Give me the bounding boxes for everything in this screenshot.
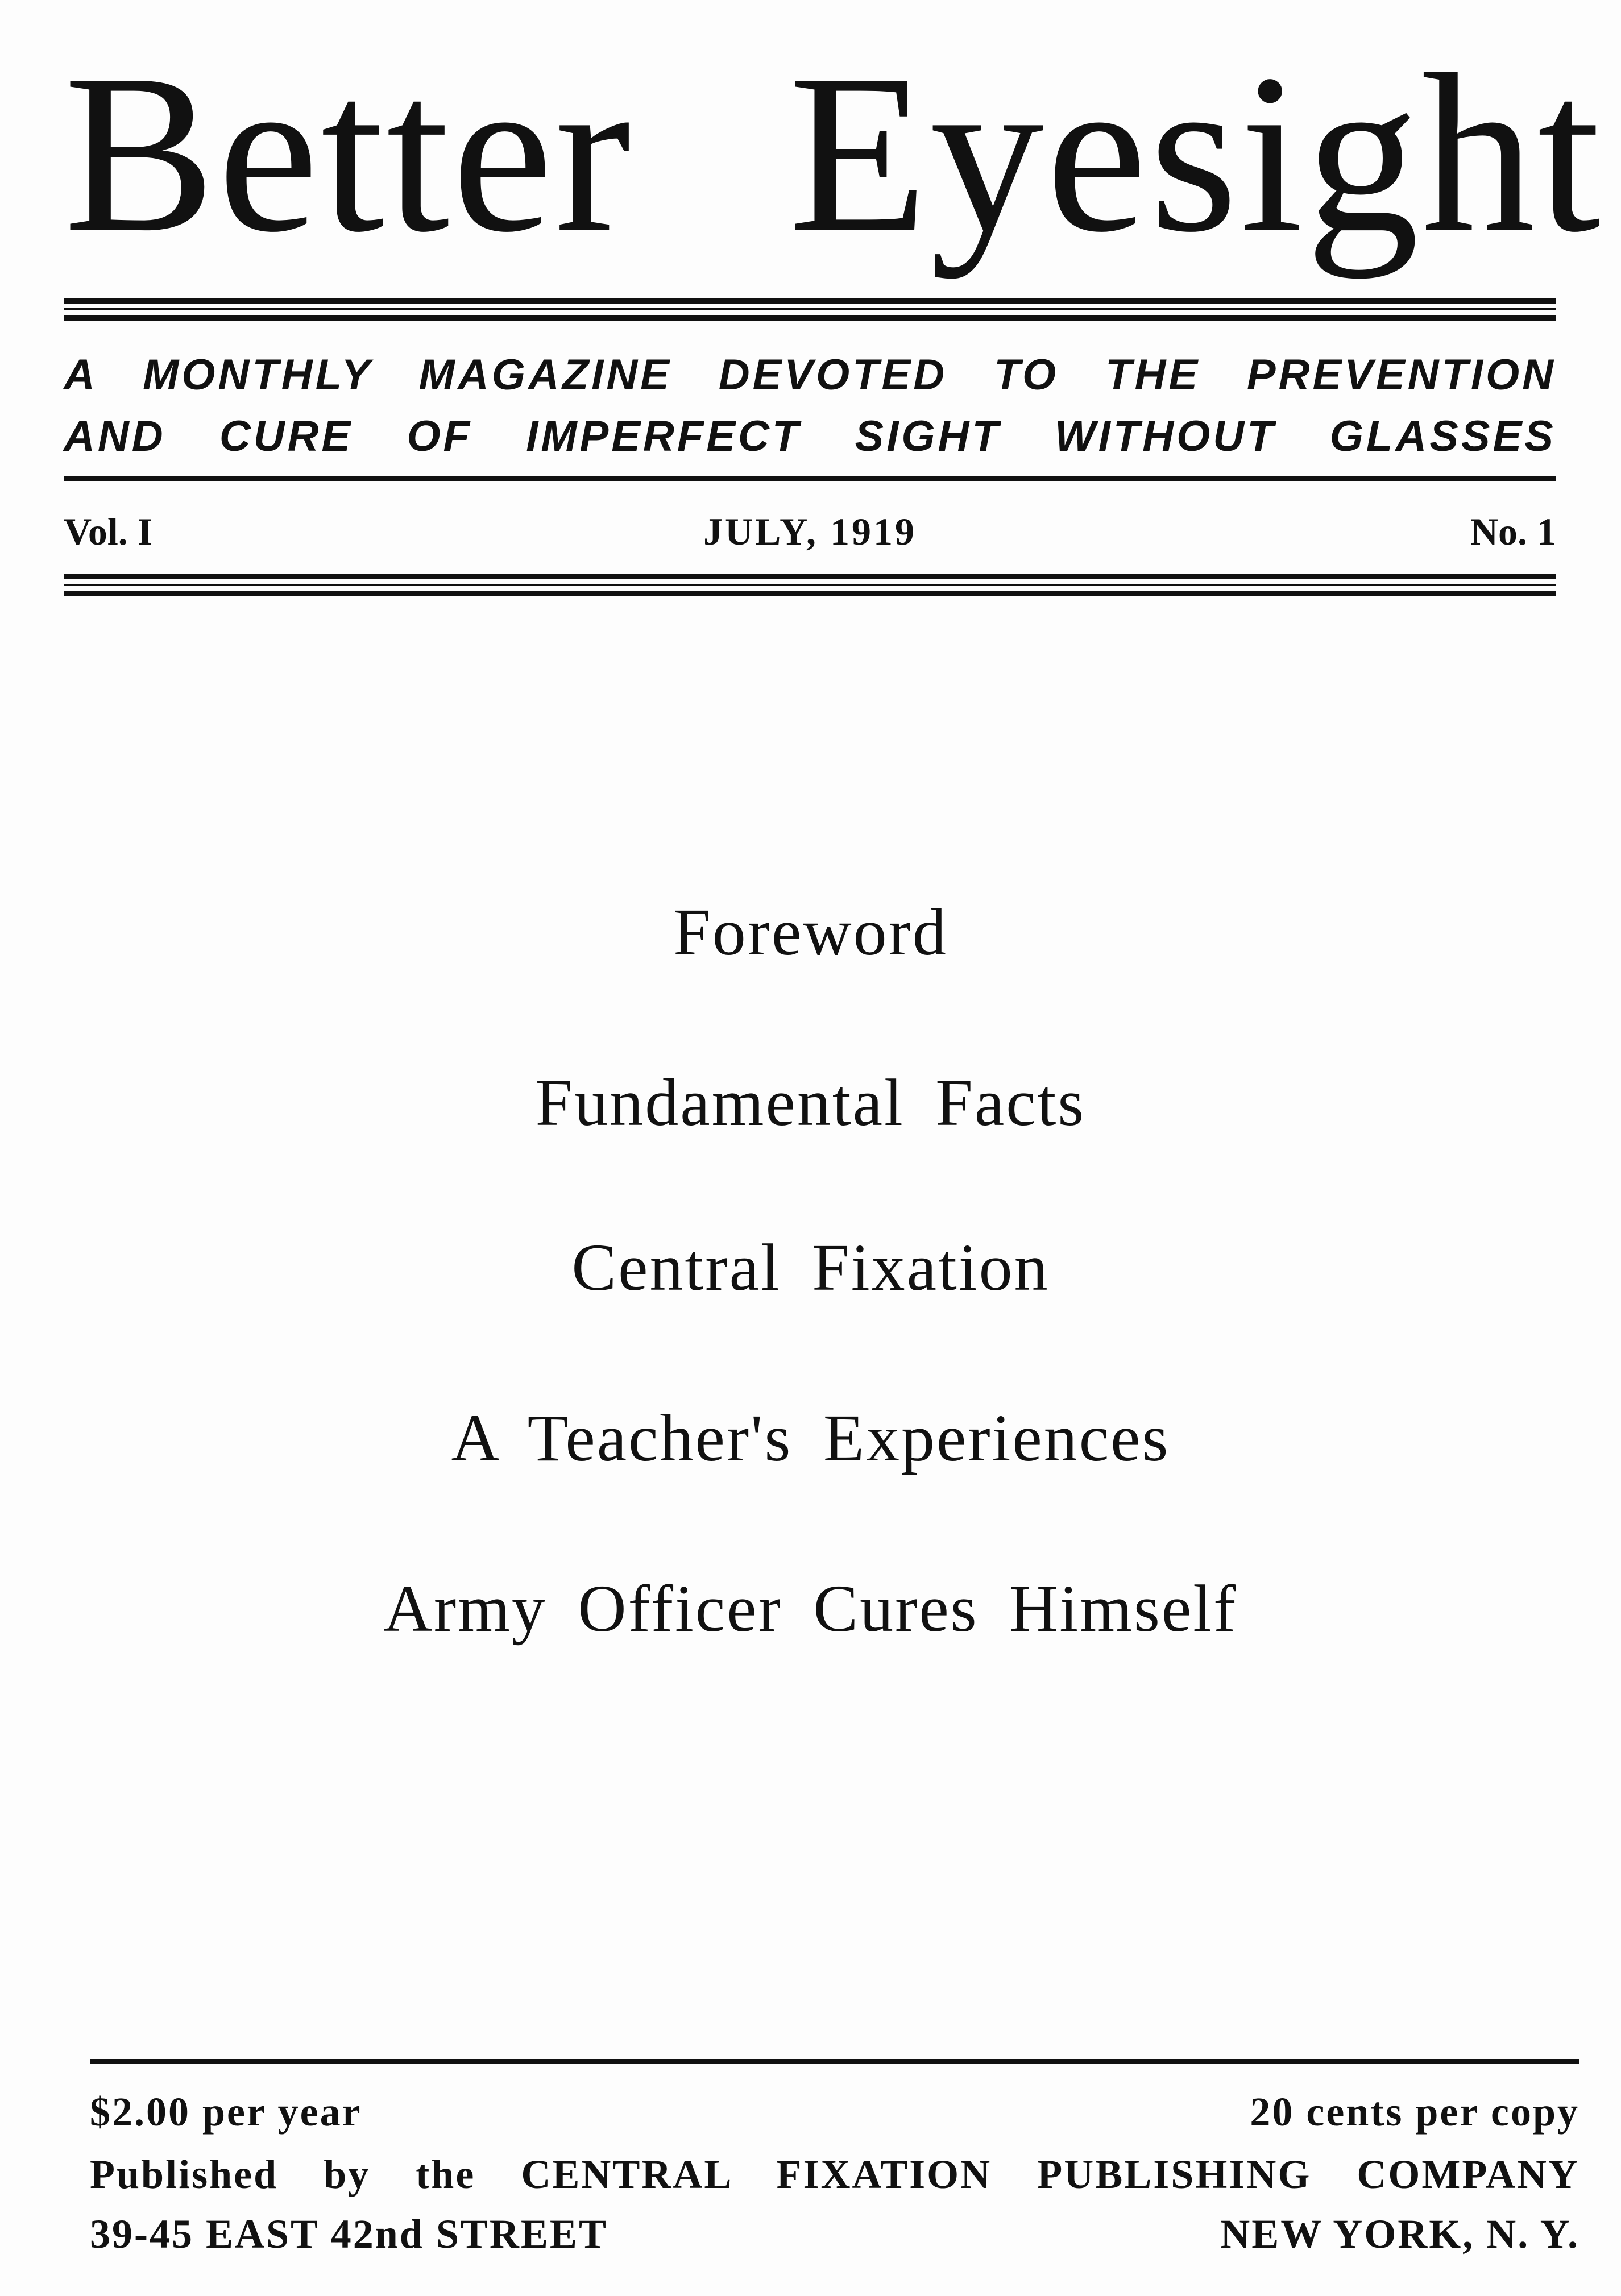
top-rule-1 [64, 298, 1556, 304]
contents-item-teachers-experiences: A Teacher's Experiences [451, 1401, 1170, 1475]
city-address: NEW YORK, N. Y. [1220, 2211, 1579, 2257]
publisher-line: Published by the CENTRAL FIXATION PUBLISHING COMPANY [90, 2152, 1579, 2197]
issue-rule-2 [64, 584, 1556, 586]
issue-rule-1 [64, 574, 1556, 579]
footer-prices [90, 2083, 1579, 2140]
issue-number: No. 1 [1470, 510, 1556, 553]
contents-item-central-fixation: Central Fixation [571, 1230, 1050, 1305]
footer-rule [90, 2059, 1579, 2064]
contents-item-foreword: Foreword [673, 895, 948, 969]
issue-date: JULY, 1919 [703, 510, 917, 553]
subtitle-rule [64, 476, 1556, 481]
street-address: 39-45 EAST 42nd STREET [90, 2211, 608, 2257]
contents-item-fundamental-facts: Fundamental Facts [535, 1065, 1086, 1140]
magazine-title: Better Eyesight [64, 27, 1603, 279]
footer-publisher [90, 2146, 1579, 2203]
issue-info [64, 506, 1556, 557]
subtitle-line-2: AND CURE OF IMPERFECT SIGHT WITHOUT GLASSES [64, 412, 1556, 460]
volume-label: Vol. I [64, 510, 153, 553]
issue-rule-3 [64, 591, 1556, 596]
price-per-copy: 20 cents per copy [1250, 2089, 1579, 2135]
price-per-year: $2.00 per year [90, 2089, 362, 2135]
footer-address [90, 2206, 1579, 2262]
contents-item-army-officer: Army Officer Cures Himself [383, 1571, 1238, 1646]
top-rule-3 [64, 315, 1556, 321]
subtitle-line-1: A MONTHLY MAGAZINE DEVOTED TO THE PREVENTION [64, 351, 1556, 399]
top-rule-2 [64, 308, 1556, 310]
